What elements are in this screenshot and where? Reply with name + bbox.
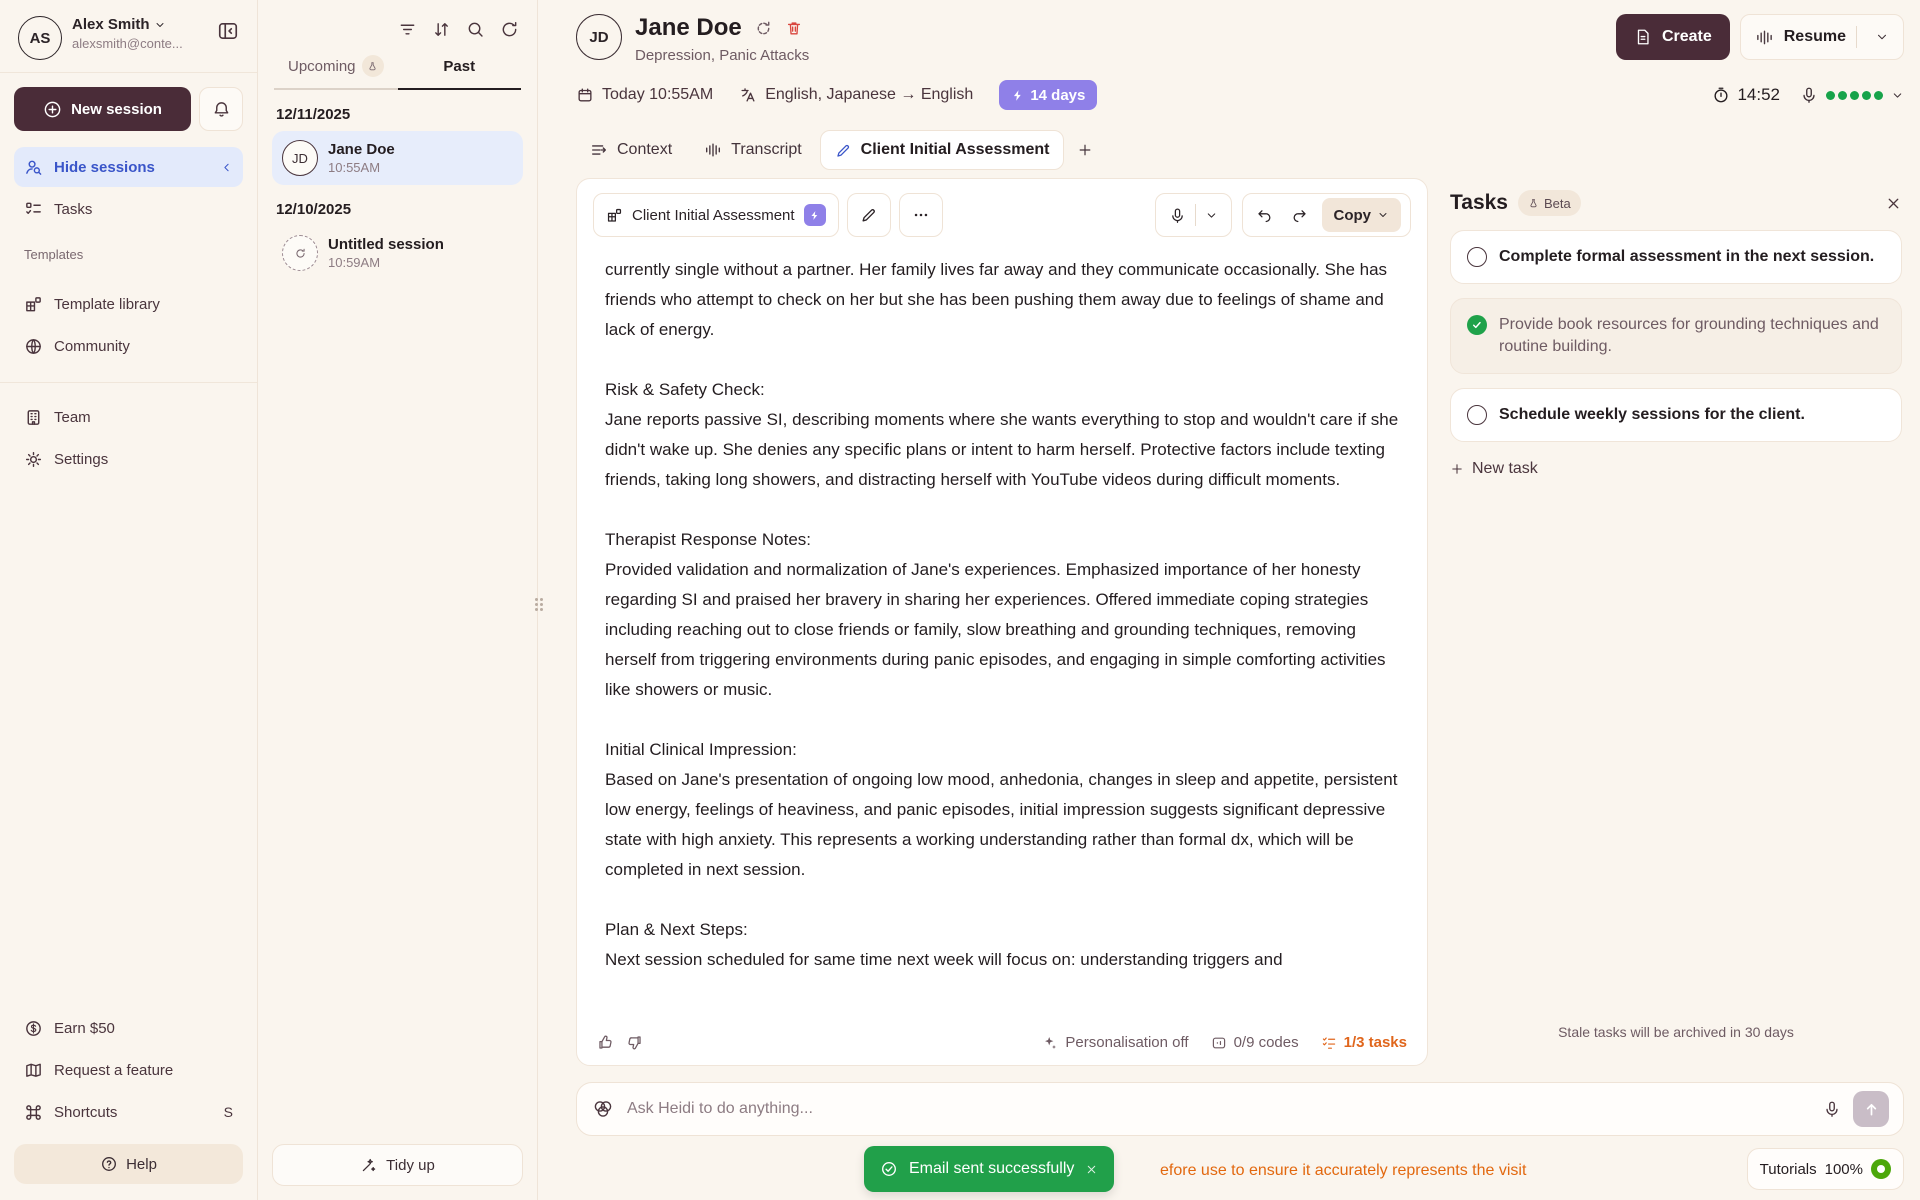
session-time: 10:55AM [328,160,381,175]
user-name: Alex Smith [72,16,150,33]
tasks-panel [1450,178,1904,1066]
flask-icon [1528,198,1539,209]
template-selector[interactable]: Client Initial Assessment [593,193,839,237]
history-copy-group [1242,193,1412,237]
waveform-icon [704,141,722,159]
tab-upcoming[interactable]: Upcoming [274,55,398,90]
notifications-button[interactable] [199,87,243,131]
task-list-icon [1321,1035,1337,1051]
sparkle-icon [1042,1035,1058,1051]
command-icon [24,1103,43,1122]
task-radio[interactable] [1467,247,1487,267]
checklist-icon [24,200,43,219]
check-circle-icon [880,1160,898,1178]
tasks-progress-button[interactable]: 1/3 tasks [1321,1034,1407,1051]
note-paragraph: currently single without a partner. Her family lives far away and they communicate occasionally. She has friends who attempt to check on her but she has been pushing them away due to feelings of shame and lack of energy. [605,260,1388,339]
tab-context[interactable]: Context [576,130,686,170]
session-timer: 14:52 [1712,85,1780,105]
patient-name: Jane Doe [635,14,742,41]
edit-note-button[interactable] [847,193,891,237]
session-time: 10:59AM [328,255,381,270]
plus-circle-icon [43,100,62,119]
redo-icon[interactable] [1282,207,1317,224]
processing-icon [282,235,318,271]
shortcut-key: S [223,1104,233,1120]
template-library-icon [24,295,43,314]
divider [0,382,257,383]
toast-email-sent: Email sent successfully [864,1146,1114,1192]
session-title: Jane Doe [328,141,395,158]
task-item[interactable]: Provide book resources for grounding techniques and routine building. [1450,298,1902,374]
sidebar-item-settings[interactable]: Settings [14,439,243,479]
close-icon[interactable] [1085,1163,1098,1176]
translate-icon [739,86,757,104]
context-icon [590,141,608,159]
sidebar-item-shortcuts[interactable]: Shortcuts S [14,1092,243,1132]
pencil-icon [860,206,878,224]
sidebar-item-team[interactable]: Team [14,397,243,437]
ask-heidi-bar [576,1082,1904,1136]
lightning-badge [804,204,826,226]
personalisation-toggle[interactable]: Personalisation off [1042,1034,1188,1051]
task-item[interactable]: Schedule weekly sessions for the client. [1450,388,1902,442]
tutorials-widget[interactable]: Tutorials 100% [1747,1148,1904,1190]
chevron-down-icon[interactable] [1867,30,1897,44]
progress-donut [1871,1159,1891,1179]
account-menu[interactable] [14,14,243,72]
session-group-date: 12/10/2025 [276,201,352,218]
chevron-down-icon [1377,209,1389,221]
microphone-icon [1160,207,1195,224]
new-session-button[interactable]: New session [14,87,191,131]
sessions-panel [258,0,538,1200]
tasks-title: Tasks [1450,191,1508,214]
send-button[interactable] [1853,1091,1889,1127]
session-title: Untitled session [328,236,444,253]
user-email: alexsmith@conte... [72,36,183,51]
wand-icon [360,1157,377,1174]
stopwatch-icon [1712,86,1730,104]
waveform-icon [1755,28,1774,47]
pencil-icon [835,142,852,159]
ellipsis-icon [912,206,930,224]
more-options-button[interactable] [899,193,943,237]
patient-conditions: Depression, Panic Attacks [635,47,810,64]
bell-icon [212,100,231,119]
session-languages[interactable]: English, Japanese → English [739,86,973,104]
panel-resize-handle[interactable] [535,598,543,611]
note-paragraph: Therapist Response Notes: Provided validation and normalization of Jane's experiences. Emphasized importance of her honesty regarding SI and praised her bravery in sharing her experiences. Offered immediate coping strategies including reaching out to close friends or family, slow breathing and grounding techniques, removing herself from triggering environments during panic episodes, and engaging in simple comforting activities like showers or music. [605,530,1386,699]
sidebar-item-hide-sessions[interactable]: Hide sessions [14,147,243,187]
add-tab-button[interactable] [1068,130,1102,170]
ask-heidi-input[interactable] [627,1100,1811,1118]
chevron-down-icon [154,19,166,31]
mic-level-dots [1826,91,1883,100]
tab-client-initial-assessment[interactable]: Client Initial Assessment [820,130,1065,170]
note-document-card [576,178,1428,1066]
copy-button[interactable]: Copy [1322,198,1402,232]
person-search-icon [24,158,43,177]
session-group-date: 12/11/2025 [276,106,351,123]
sidebar-item-community[interactable]: Community [14,326,243,366]
search-icon[interactable] [466,20,485,39]
avatar: JD [282,140,318,176]
sidebar-item-earn[interactable]: Earn $50 [14,1008,243,1048]
document-icon [1634,28,1652,46]
session-item-untitled[interactable] [272,226,523,280]
thumbs-up-icon[interactable] [597,1034,614,1051]
days-badge[interactable]: 14 days [999,80,1097,110]
beta-badge: Beta [1518,190,1581,216]
codes-button[interactable]: 0/9 codes [1211,1034,1299,1051]
refresh-icon[interactable] [500,20,519,39]
accuracy-warning: efore use to ensure it accurately represents the visit [1160,1162,1527,1179]
tab-past[interactable]: Past [398,55,522,90]
tidy-up-button[interactable]: Tidy up [272,1144,523,1186]
filter-icon[interactable] [398,20,417,39]
sessions-tabs [274,55,521,90]
chevron-down-icon[interactable] [1196,209,1227,222]
chevron-down-icon [1891,89,1904,102]
heidi-logo-icon [591,1097,615,1121]
task-item[interactable]: Complete formal assessment in the next session. [1450,230,1902,284]
building-icon [24,408,43,427]
note-content[interactable] [577,245,1427,1024]
map-icon [24,1061,43,1080]
task-radio[interactable] [1467,405,1487,425]
code-box-icon [1211,1035,1227,1051]
arrow-up-icon [1863,1101,1880,1118]
plus-icon [1077,142,1093,158]
close-icon[interactable] [1885,195,1902,212]
patient-avatar: JD [576,14,622,60]
delete-session-icon[interactable] [785,19,803,37]
globe-icon [24,337,43,356]
sidebar-item-tasks[interactable]: Tasks [14,189,243,229]
templates-section-label: Templates [24,247,84,262]
chevron-left-icon [220,161,233,174]
note-paragraph: Plan & Next Steps: Next session scheduled for same time next week will focus on: understanding triggers and [605,920,1283,969]
main-area [538,0,1920,1200]
note-paragraph: Risk & Safety Check: Jane reports passive SI, describing moments where she wants everything to stop and wouldn't care if she didn't wake up. She denies any specific plans or intent to harm herself. Protective factors include texting friends, taking long showers, and distracting herself with YouTube videos during difficult moments. [605,380,1399,489]
question-circle-icon [100,1155,118,1173]
note-paragraph: Initial Clinical Impression: Based on Jane's presentation of ongoing low mood, anhedonia, changes in sleep and appetite, persistent low energy, feelings of heaviness, and panic episodes, initial impression suggests significant depressive state with high anxiety. This represents a working understanding rather than formal dx, which will be completed in next session. [605,740,1398,879]
sidebar-item-template-library[interactable]: Template library [14,284,243,324]
microphone-icon [1800,86,1818,104]
flask-icon [362,55,384,77]
calendar-icon [576,86,594,104]
divider [0,72,257,73]
dictate-button[interactable] [1155,193,1232,237]
plus-icon [1450,462,1464,476]
help-button[interactable]: Help [14,1144,243,1184]
new-task-button[interactable]: New task [1450,460,1902,478]
collapse-sidebar-icon[interactable] [217,16,239,42]
dollar-coin-icon [24,1019,43,1038]
sync-session-icon[interactable] [754,19,773,38]
session-date: Today 10:55AM [576,86,713,104]
resume-button[interactable]: Resume [1740,14,1904,60]
avatar: AS [18,16,62,60]
template-library-icon [606,207,623,224]
microphone-icon[interactable] [1823,1100,1841,1118]
sort-icon[interactable] [432,20,451,39]
tab-transcript[interactable]: Transcript [690,130,816,170]
sidebar [0,0,258,1200]
thumbs-down-icon[interactable] [626,1034,643,1051]
stale-tasks-note: Stale tasks will be archived in 30 days [1558,1024,1794,1040]
sidebar-item-request-feature[interactable]: Request a feature [14,1050,243,1090]
session-item-jane-doe[interactable] [272,131,523,185]
lightning-icon [1011,89,1024,102]
create-button[interactable]: Create [1616,14,1730,60]
mic-level-control[interactable] [1800,86,1904,104]
check-circle-icon[interactable] [1467,315,1487,335]
gear-icon [24,450,43,469]
undo-icon[interactable] [1247,207,1282,224]
